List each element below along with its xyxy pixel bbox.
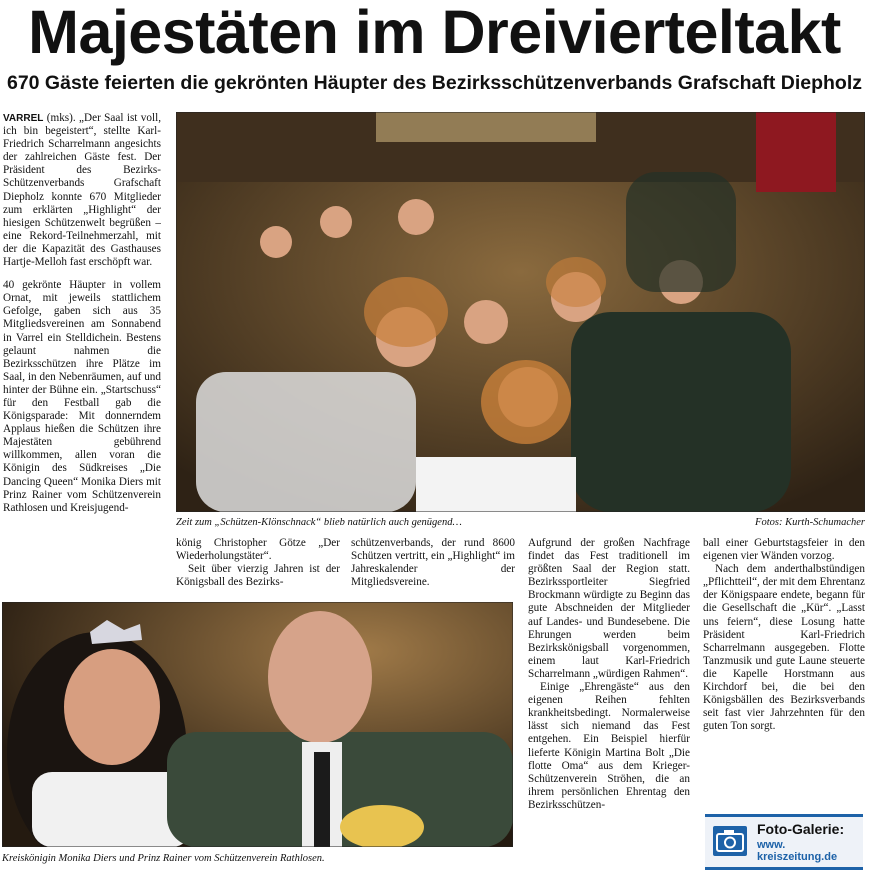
paragraph: Seit über vierzig Jahren ist der Königsball des Bezirks-	[176, 563, 340, 589]
galerie-link[interactable]: www.	[757, 839, 786, 851]
foto-galerie-box[interactable]	[705, 814, 863, 870]
paragraph: ball einer Geburtstagsfeier in den eigenen vier Wänden vorzog.	[703, 537, 865, 563]
photo-crowd	[176, 112, 865, 512]
article-column-4	[528, 537, 690, 867]
photo-royals	[2, 602, 513, 847]
photo-caption: Kreiskönigin Monika Diers und Prinz Rainer vom Schützenverein Rathlosen.	[2, 853, 325, 864]
headline: Majestäten im Dreivierteltakt	[28, 0, 841, 66]
article-column-5	[703, 537, 865, 807]
paragraph: Aufgrund der großen Nachfrage findet das Fest traditionell im größten Saal der Region statt. Bezirkssportleiter Siegfried Brockmann würdigte zu Beginn das gute Abschneiden der Mitglieder auf Landes- und Bundesebene. Die Ehrungen werden beim Bezirkskönigsball vorgenommen, einem laut Karl-Friedrich Scharrelmann „würdigen Rahmen“.	[528, 537, 690, 680]
article-column-1	[3, 112, 161, 586]
paragraph: (mks). „Der Saal ist voll, ich bin begeistert“, stellte Karl-Friedrich Scharrelmann angesichts der zahlreichen Gäste fest. Der Präsident des Bezirks-Schützenverbands Grafschaft Diepholz konnte 670 Mitglieder zum erklärten „Highlight“ der hiesigen Schützenwelt begrüßen – eine Rekord-Teilnehmerzahl, mit der die Kapazität des Gasthauses Hartje-Melloh fast erschöpft war.	[3, 112, 161, 269]
article-column-2	[176, 537, 340, 597]
photo-caption: Zeit zum „Schützen-Klönschnack“ blieb natürlich auch genügend…	[176, 517, 462, 528]
paragraph: Nach dem anderthalbstündigen „Pflichtteil“, der mit dem Ehrentanz der Königspaare endete, begann für die Gesellschaft die „Kür“. „Lasst uns feiern“, diese Losung hatte Präsident Karl-Friedrich Scharrelmann ausgegeben. Flotte Tanzmusik und gute Laune steuerte die Kapelle Horstmann aus Kirchdorf bei, die bei den Königsbällen des Bezirksverbands seit fast vier Jahrzehnten für den guten Ton sorgt.	[703, 563, 865, 733]
paragraph: 40 gekrönte Häupter in vollem Ornat, mit jeweils stattlichem Gefolge, gaben sich aus 35 Mitgliedsvereinen am Sonnabend in Varrel ein Stelldichein. Bestens gelaunt nahmen die Bezirksschützen ihre Plätze im Saal, in den Nebenräumen, auf und hinter der Bühne ein. „Startschuss“ für den Festball gab die Königsparade: Mit donnerndem Applaus hießen die Schützen ihre Majestäten gebührend willkommen, allen voran die Königin des Südkreises „Die Dancing Queen“ Monika Diers mit Prinz Rainer vom Schützenverein Rathlosen und Kreisjugend-	[3, 279, 161, 514]
paragraph: schützenverbands, der rund 8600 Schützen vertritt, ein „Highlight“ im Jahreskalender der Mitgliedsvereine.	[351, 537, 515, 589]
camera-icon	[713, 826, 747, 856]
article-column-3	[351, 537, 515, 597]
subheadline: 670 Gäste feierten die gekrönten Häupter des Bezirksschützenverbands Grafschaft Diepholz	[6, 72, 862, 94]
dateline: VARREL	[3, 113, 44, 124]
paragraph: Einige „Ehrengäste“ aus den eigenen Reihen fehlten krankheitsbedingt. Normalerweise lässt sich niemand das Fest entgehen. Ein Beispiel hierfür lieferte Königin Martina Bolt „Die flotte Oma“ aus dem Krieger-Schützenverein Ströhen, die an ihrem persönlichen Ehrentag den Bezirksschützen-	[528, 681, 690, 811]
galerie-link[interactable]: kreiszeitung.de	[757, 851, 838, 863]
photo-credit: Fotos: Kurth-Schumacher	[755, 517, 865, 528]
paragraph: könig Christopher Götze „Der Wiederholungstäter“.	[176, 537, 340, 563]
galerie-title: Foto-Galerie:	[757, 821, 845, 837]
